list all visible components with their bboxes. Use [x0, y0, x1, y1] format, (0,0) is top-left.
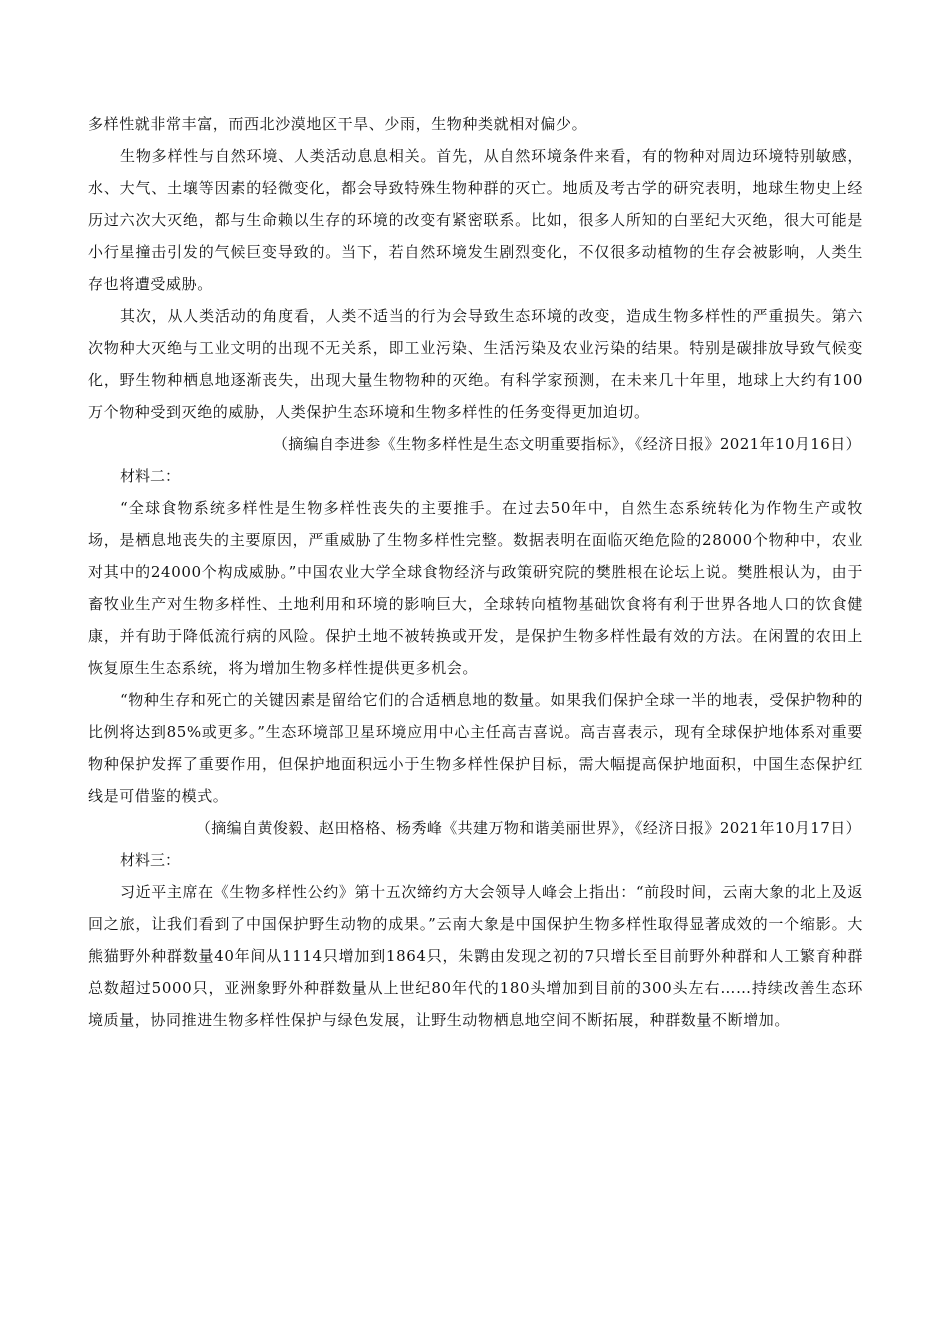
material-three-label: 材料三：: [120, 851, 181, 869]
paragraph-human-activity: 其次，从人类活动的角度看，人类不适当的行为会导致生态环境的改变，造成生物多样性的严重损失。第六次物种大灭绝与工业文明的出现不无关系，即工业污染、生活污染及农业污染的结果。特别是碳排放导致气候变化，野生物种栖息地逐渐丧失，出现大量生物物种的灭绝。有科学家预测，在未来几十年里，地球上大约有100万个物种受到灭绝的威胁，人类保护生态环境和生物多样性的任务变得更加迫切。: [88, 307, 863, 421]
paragraph-continued: 多样性就非常丰富，而西北沙漠地区干旱、少雨，生物种类就相对偏少。: [88, 115, 588, 133]
source-citation-1: （摘编自李进参《生物多样性是生态文明重要指标》，《经济日报》2021年10月16日）: [272, 435, 861, 453]
material-two-label: 材料二：: [120, 467, 181, 485]
paragraph-food-system: “全球食物系统多样性是生物多样性丧失的主要推手。在过去50年中，自然生态系统转化为作物生产或牧场，是栖息地丧失的主要原因，严重威胁了生物多样性完整。数据表明在面临灭绝危险的28000个物种中，农业对其中的24000个构成威胁。”中国农业大学全球食物经济与政策研究院的樊胜根在论坛上说。樊胜根认为，由于畜牧业生产对生物多样性、土地利用和环境的影响巨大，全球转向植物基础饮食将有利于世界各地人口的饮食健康，并有助于降低流行病的风险。保护土地不被转换或开发，是保护生物多样性最有效的方法。在闲置的农田上恢复原生生态系统，将为增加生物多样性提供更多机会。: [88, 499, 863, 677]
paragraph-conservation-results: 习近平主席在《生物多样性公约》第十五次缔约方大会领导人峰会上指出：“前段时间，云南大象的北上及返回之旅，让我们看到了中国保护野生动物的成果。”云南大象是中国保护生物多样性取得显著成效的一个缩影。大熊猫野外种群数量40年间从1114只增加到1864只，朱鹮由发现之初的7只增长至目前野外种群和人工繁育种群总数超过5000只，亚洲象野外种群数量从上世纪80年代的180头增加到目前的300头左右……持续改善生态环境质量，协同推进生物多样性保护与绿色发展，让野生动物栖息地空间不断拓展，种群数量不断增加。: [88, 883, 863, 1029]
paragraph-natural-environment: 生物多样性与自然环境、人类活动息息相关。首先，从自然环境条件来看，有的物种对周边环境特别敏感，水、大气、土壤等因素的轻微变化，都会导致特殊生物种群的灭亡。地质及考古学的研究表明，地球生物史上经历过六次大灭绝，都与生命赖以生存的环境的改变有紧密联系。比如，很多人所知的白垩纪大灭绝，很大可能是小行星撞击引发的气候巨变导致的。当下，若自然环境发生剧烈变化，不仅很多动植物的生存会被影响，人类生存也将遭受威胁。: [88, 147, 863, 293]
paragraph-habitat: “物种生存和死亡的关键因素是留给它们的合适栖息地的数量。如果我们保护全球一半的地表，受保护物种的比例将达到85%或更多。”生态环境部卫星环境应用中心主任高吉喜说。高吉喜表示，现有全球保护地体系对重要物种保护发挥了重要作用，但保护地面积远小于生物多样性保护目标，需大幅提高保护地面积，中国生态保护红线是可借鉴的模式。: [88, 691, 863, 805]
source-citation-2: （摘编自黄俊毅、赵田格格、杨秀峰《共建万物和谐美丽世界》，《经济日报》2021年10月17日）: [195, 819, 861, 837]
document-body: [88, 108, 863, 1036]
